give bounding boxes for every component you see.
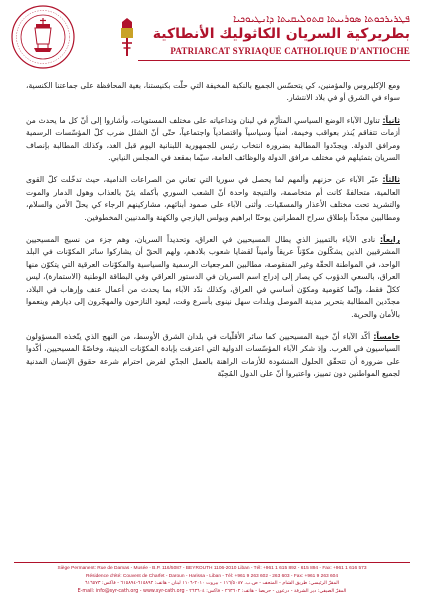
footer-address-french: Siège Permanent: Rue de Damas - Musée - B.P. 116/5087 - BEYROUTH 1106-2010 Liban - Tél: +961 1 615 892 - 615 894 - Fax: +961 1 616 573: [57, 566, 367, 571]
letterhead-syriac-title: ܦܛܪܝܪܟܘܬܐ ܣܘܪܝܝܬܐ ܩܬܘܠܝܩܝܬܐ ܕܐܢܛܝܘܟܝܐ: [233, 14, 410, 25]
patriarchate-seal-icon: [10, 4, 76, 70]
paragraph-fifth: [26, 331, 400, 381]
paragraph-text: نادى الآباء بالتمييز الذي يطال المسيحيين في العراق، وتحديداً السريان، وهم جزء من نسيج المسيحيين المشرقيين الذين يشكّلون مكوّناً عريقاً وأميناً لقضايا شعوب بلادهم، ولهم الحقّ أن يشاركوا سائر المكوّنات في البلد الواحد، في المواطنة الحقّة وغير المنقوصة، مطالبين المرجعيات الرسمية والسياسية والمكوّنات العرقية التي يتكوّن منها العراق، بالسعي الدؤوب كي يصار إلى إدراج اسم السريان في الدستور العراقي وفي البطاقة الوطنية (الاستمارة)، ليس ككلّ فقط، وإنّما كقومية ومكوّن أساسي في العراق، وكذلك ندّد الآباء بما يحدث من أعمال عنف وإرهاب في البلاد، مجدّدين المطالبة بتحرير مدينة الموصل وبلدات سهل نينوى بأسرع وقت، ليعود النازحون والمهجّرون إلى ديارهم وينعموا بالأمان والحرية.: [26, 235, 400, 319]
footer-address-arabic: المقرّ الرئيسي: طريق الشام - المتحف - ص.ب. ١١٦/٥٠٨٧ - بيروت ٢٠١٠-١١٠٦ لبنان - هاتف: ٦١٥٨٩٢-٦١٥٨٩٤ - فاكس: ٦١٦٥٧٣: [84, 581, 340, 587]
footer-summer-residence-french: Résidence d'été: Couvent de Charfet - Daroun - Harissa - Liban - Tél: +961 9 263 602 - 263 603 - Fax: +961 9 263 604: [85, 573, 339, 579]
paragraph-label: ثالثاً:: [382, 175, 400, 185]
paragraph-label: خامساً:: [373, 331, 400, 341]
letterhead: [0, 0, 424, 74]
header-divider: [138, 60, 410, 61]
letterhead-footer: [14, 565, 410, 595]
paragraph-text: أكّد الآباء أنّ خيبة المسيحيين كما سائر الأقلّيات في بلدان الشرق الأوسط، من النهج الذي يتّخذه المسؤولون السياسيون في الغرب. وإذ شكر الآباء المؤسّسات الدولية التي اعترفت بإبادة المكوّنات الدينية، وخاصّةً المسيحيين، أكّدوا على ضرورة أن تتحقّق الحلول المنشودة للأزمات الراهنة بالعمل الجدّي لفرض احترام شرعة حقوق الإنسان المدنية لجميع المواطنين دون تمييز، واعتبروا أنّ على الدول المُحِبّة: [26, 331, 400, 379]
paragraph-text: تناول الآباء الوضع السياسي المتأزّم في لبنان وتداعياته على مختلف المستويات، وأشاروا إلى أنّ كل ما يحدث من أزمات تتفاقم يُنذر بعواقب وخيمة، أمنياً وسياسياً واقتصادياً واجتماعياً، حتّى أنّ الشلل ضرب كلّ المؤسّسات الرسمية ومرافق الدولة. ويجدّدوا المطالبة بضرورة انتخاب رئيس للجمهورية اللبنانية اليوم قبل الغد، وكذلك المطالبة بإنصاف السريان بتمثيلهم في مختلف مرافق الدولة والوظائف العامة، سيّما بمقعد في المجلس النيابي.: [26, 115, 400, 163]
statement-body: [26, 80, 400, 391]
intro-paragraph: ومع الإكليروس والمؤمنين، كي يتحسّس الجميع بالنكبة المخيفة التي حلّت بكنيستنا، بغية المحافظة على جماعتنا الكنسية، سواء في الشرق أو في بلاد الانتشار.: [26, 81, 400, 103]
patriarchal-cross-emblem-icon: [116, 18, 138, 58]
letterhead-arabic-title: بطريركية السريان الكاثوليك الأنطاكية: [152, 26, 410, 42]
paragraph-label: رابعاً:: [379, 235, 400, 245]
footer-contact-arabic: المقرّ الصيفي: دير الشرفة - درعون - حريصا - هاتف: ٢٦٣٦٠٢ - فاكس: ٢٦٣٦٠٤ - E-mail: info@syr-cath.org - www.syr-cath.org: [77, 588, 347, 594]
paragraph-second: [26, 115, 400, 165]
paragraph-label: ثانياً:: [382, 115, 400, 125]
paragraph-fourth: [26, 234, 400, 321]
paragraph-text: عبّر الآباء عن حزنهم وألمهم لما يحصل في سوريا التي تعاني من الصراعات الدامية، حيث تدخّلت كلّ القوى العالمية، متحالفةً كانت أم متخاصمة، والنتيجة واحدة أنّ الشعب السوري بأكمله يئنّ بالعذاب وهول الدمار والموت والتشريد تحت مختلف الأعذار والمسمّيات. وأثنى الآباء على صمود أبنائهم، مشاركينهم الرجاء كي يحلّ الأمن والسلام، ومطالبين مجدّداً بإطلاق سراح المطرانين يوحنّا ابراهيم وبولس اليازجي والكهنة والمدنيين المخطوفين.: [26, 175, 400, 222]
footer-divider: [14, 562, 410, 563]
paragraph-third: [26, 174, 400, 224]
letterhead-french-title: PATRIARCAT SYRIAQUE CATHOLIQUE D'ANTIOCHE: [170, 46, 410, 56]
